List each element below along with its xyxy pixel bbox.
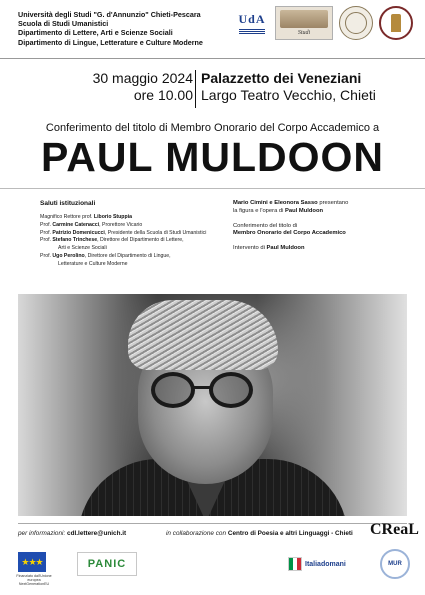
title-divider: [0, 188, 425, 189]
uda-logo-icon: UdA: [235, 6, 269, 40]
header-line-school: Scuola di Studi Umanistici: [18, 19, 109, 29]
department-tower-logo-icon: [379, 6, 413, 40]
info-email-link[interactable]: cdl.lettere@unich.it: [67, 530, 127, 537]
program-details: [233, 200, 413, 253]
header-line-university: Università degli Studi "G. d'Annunzio" Chieti-Pescara: [18, 10, 201, 19]
creal-logo: CReaL: [370, 521, 419, 538]
presenters-line: Mario Cimini e Eleonora Sasso presentano: [233, 200, 349, 206]
honoree-name: PAUL MULDOON: [40, 134, 385, 180]
venue-name: Palazzetto dei Veneziani: [201, 70, 362, 86]
event-date: 30 maggio 2024: [92, 70, 193, 86]
eu-caption: Finanziato dall'Unione europea NextGenerationEU: [16, 574, 52, 587]
venue-address: Largo Teatro Vecchio, Chieti: [201, 87, 376, 103]
studi-umanistici-logo-icon: Studi: [275, 6, 333, 40]
list-item: Magnifico Rettore prof. Liborio Stuppia: [40, 214, 132, 220]
event-time: ore 10.00: [133, 87, 193, 103]
list-item: Prof. Ugo Perolino, Direttore del Dipartimento di Lingue,: [40, 252, 171, 259]
list-item: Prof. Stefano Trinchese, Direttore del Dipartimento di Lettere,: [40, 237, 184, 244]
list-item-continuation: Letterature e Culture Moderne: [58, 260, 128, 267]
honoree-portrait: [18, 294, 407, 516]
header-line-dept-lettere: Dipartimento di Lettere, Arti e Scienze Sociali: [18, 28, 173, 38]
header-line-dept-lingue: Dipartimento di Lingue, Letterature e Culture Moderne: [18, 37, 203, 47]
event-venue: [201, 70, 376, 104]
list-item: Prof. Carmine Catenacci, Prorettore Vicario: [40, 221, 143, 228]
institution-header: [18, 10, 238, 47]
institutional-greetings: [40, 200, 230, 269]
event-datetime: [93, 70, 193, 104]
glasses-right-lens: [209, 372, 253, 408]
partner-logos: [235, 6, 413, 40]
presenters-line-2: la figura e l'opera di Paul Muldoon: [233, 207, 324, 214]
italiadomani-logo: Italiadomani: [288, 557, 346, 571]
footer-divider: [18, 523, 407, 524]
italia-flag-icon: [288, 557, 302, 571]
header-divider: [0, 58, 425, 59]
list-item-continuation: Arti e Scienze Sociali: [58, 245, 107, 252]
info-contact: per informazioni: cdl.lettere@unich.it: [18, 530, 127, 537]
list-item: Prof. Patrizio Domenicucci, Presidente della Scuola di Studi Umanistici: [40, 229, 207, 236]
department-seal-icon: [339, 6, 373, 40]
conferral-line-2: Membro Onorario del Corpo Accademico: [233, 230, 346, 237]
speech-line: Intervento di Paul Muldoon: [233, 245, 305, 252]
glasses-left-lens: [151, 372, 195, 408]
conferral-line-1: Conferimento del titolo di: [233, 222, 298, 229]
conferral-subtitle: Conferimento del titolo di Membro Onorario del Corpo Accademico a: [45, 122, 380, 134]
collaboration-note: in collaborazione con Centro di Poesia e altri Linguaggi - Chieti: [166, 530, 353, 537]
eu-flag-icon: ★★★: [18, 552, 46, 572]
mur-logo: MUR: [380, 549, 410, 579]
greetings-heading: Saluti istituzionali: [40, 200, 96, 207]
datetime-venue-separator: [195, 70, 196, 108]
panic-logo: PANIC: [77, 552, 137, 576]
